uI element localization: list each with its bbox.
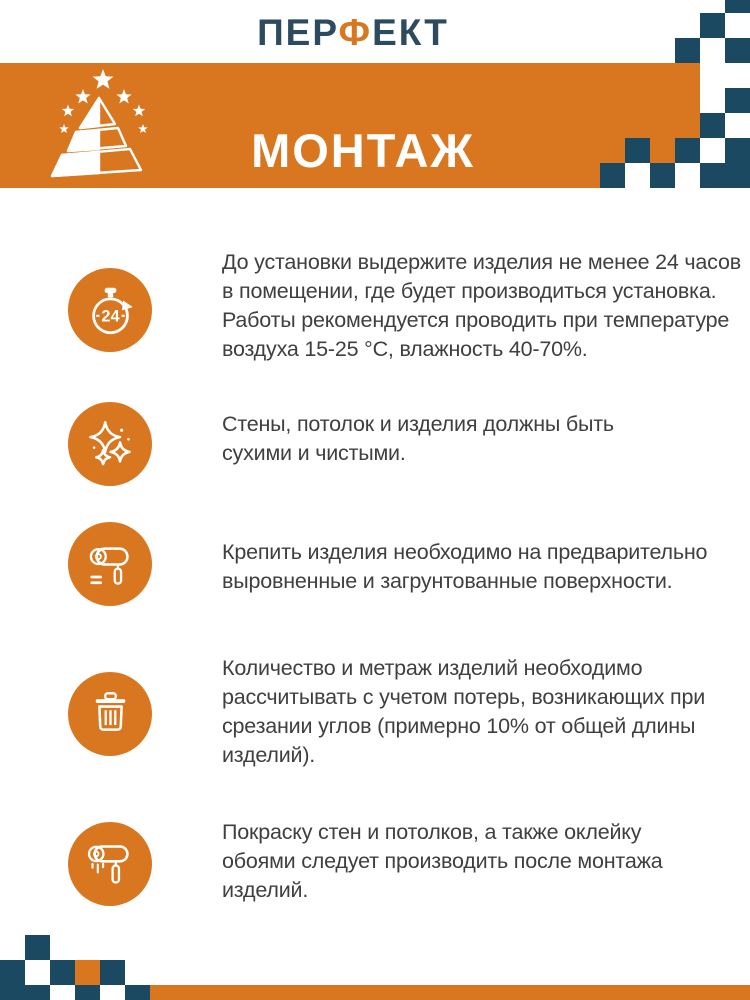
checker-square bbox=[700, 13, 725, 38]
checker-square bbox=[125, 985, 150, 1000]
instruction-line: Работы рекомендуется проводить при температуре bbox=[222, 308, 730, 332]
instruction-text bbox=[222, 410, 614, 468]
checker-square bbox=[75, 985, 100, 1000]
instruction-line: До установки выдержите изделия не менее 24 часов bbox=[222, 250, 741, 274]
brand-accent-letter: Ф bbox=[338, 12, 373, 53]
instruction-line: выровненные и загрунтованные поверхности. bbox=[222, 569, 673, 593]
checker-square bbox=[25, 935, 50, 960]
trash-bin-icon bbox=[68, 672, 152, 756]
instruction-line: Покраску стен и потолков, а также оклейку bbox=[222, 820, 642, 844]
instruction-line: рассчитывать с учетом потерь, возникающих при bbox=[222, 685, 706, 709]
instruction-line: сухими и чистыми. bbox=[222, 441, 406, 465]
brand-part2: ЕКТ bbox=[372, 12, 449, 53]
checker-square bbox=[725, 138, 750, 163]
checker-square bbox=[0, 985, 50, 1000]
checker-square bbox=[0, 960, 25, 985]
checker-square bbox=[675, 163, 700, 188]
checker-square bbox=[675, 138, 700, 163]
instruction-text bbox=[222, 818, 663, 905]
paint-roller-icon bbox=[68, 522, 152, 606]
checker-square bbox=[100, 985, 125, 1000]
instruction-line: Стены, потолок и изделия должны быть bbox=[222, 412, 614, 436]
instruction-line: изделий. bbox=[222, 878, 309, 902]
checker-square bbox=[700, 113, 725, 138]
svg-text:24: 24 bbox=[100, 307, 120, 326]
instruction-line: Крепить изделия необходимо на предварительно bbox=[222, 540, 708, 564]
instruction-text bbox=[222, 248, 741, 364]
instruction-line: в помещении, где будет производиться установка. bbox=[222, 279, 717, 303]
sparkles-icon bbox=[68, 402, 152, 486]
checker-square bbox=[725, 0, 750, 13]
instruction-line: воздуха 15-25 °C, влажность 40-70%. bbox=[222, 337, 588, 361]
paint-roller-drip-icon bbox=[68, 822, 152, 906]
checker-square bbox=[100, 960, 125, 985]
checker-square bbox=[700, 163, 750, 188]
checker-square bbox=[625, 163, 650, 188]
checker-square bbox=[50, 985, 75, 1000]
instruction-line: обоями следует производить после монтажа bbox=[222, 849, 663, 873]
brand-logo bbox=[0, 12, 728, 54]
checker-square bbox=[600, 163, 625, 188]
brand-part1: ПЕР bbox=[257, 12, 339, 53]
instruction-line: изделий). bbox=[222, 743, 316, 767]
instruction-line: Количество и метраж изделий необходимо bbox=[222, 656, 643, 680]
checker-square bbox=[725, 88, 750, 113]
checker-square bbox=[50, 960, 75, 985]
checker-square bbox=[75, 960, 100, 985]
timer-24-icon bbox=[68, 268, 152, 352]
checker-square bbox=[725, 38, 750, 63]
checker-square bbox=[675, 38, 700, 63]
instruction-line: срезании углов (примерно 10% от общей длины bbox=[222, 714, 696, 738]
page-title: МОНТАЖ bbox=[251, 124, 475, 178]
instruction-text bbox=[222, 538, 707, 596]
instruction-text bbox=[222, 654, 705, 770]
checker-square bbox=[625, 138, 650, 163]
checker-square bbox=[650, 163, 675, 188]
